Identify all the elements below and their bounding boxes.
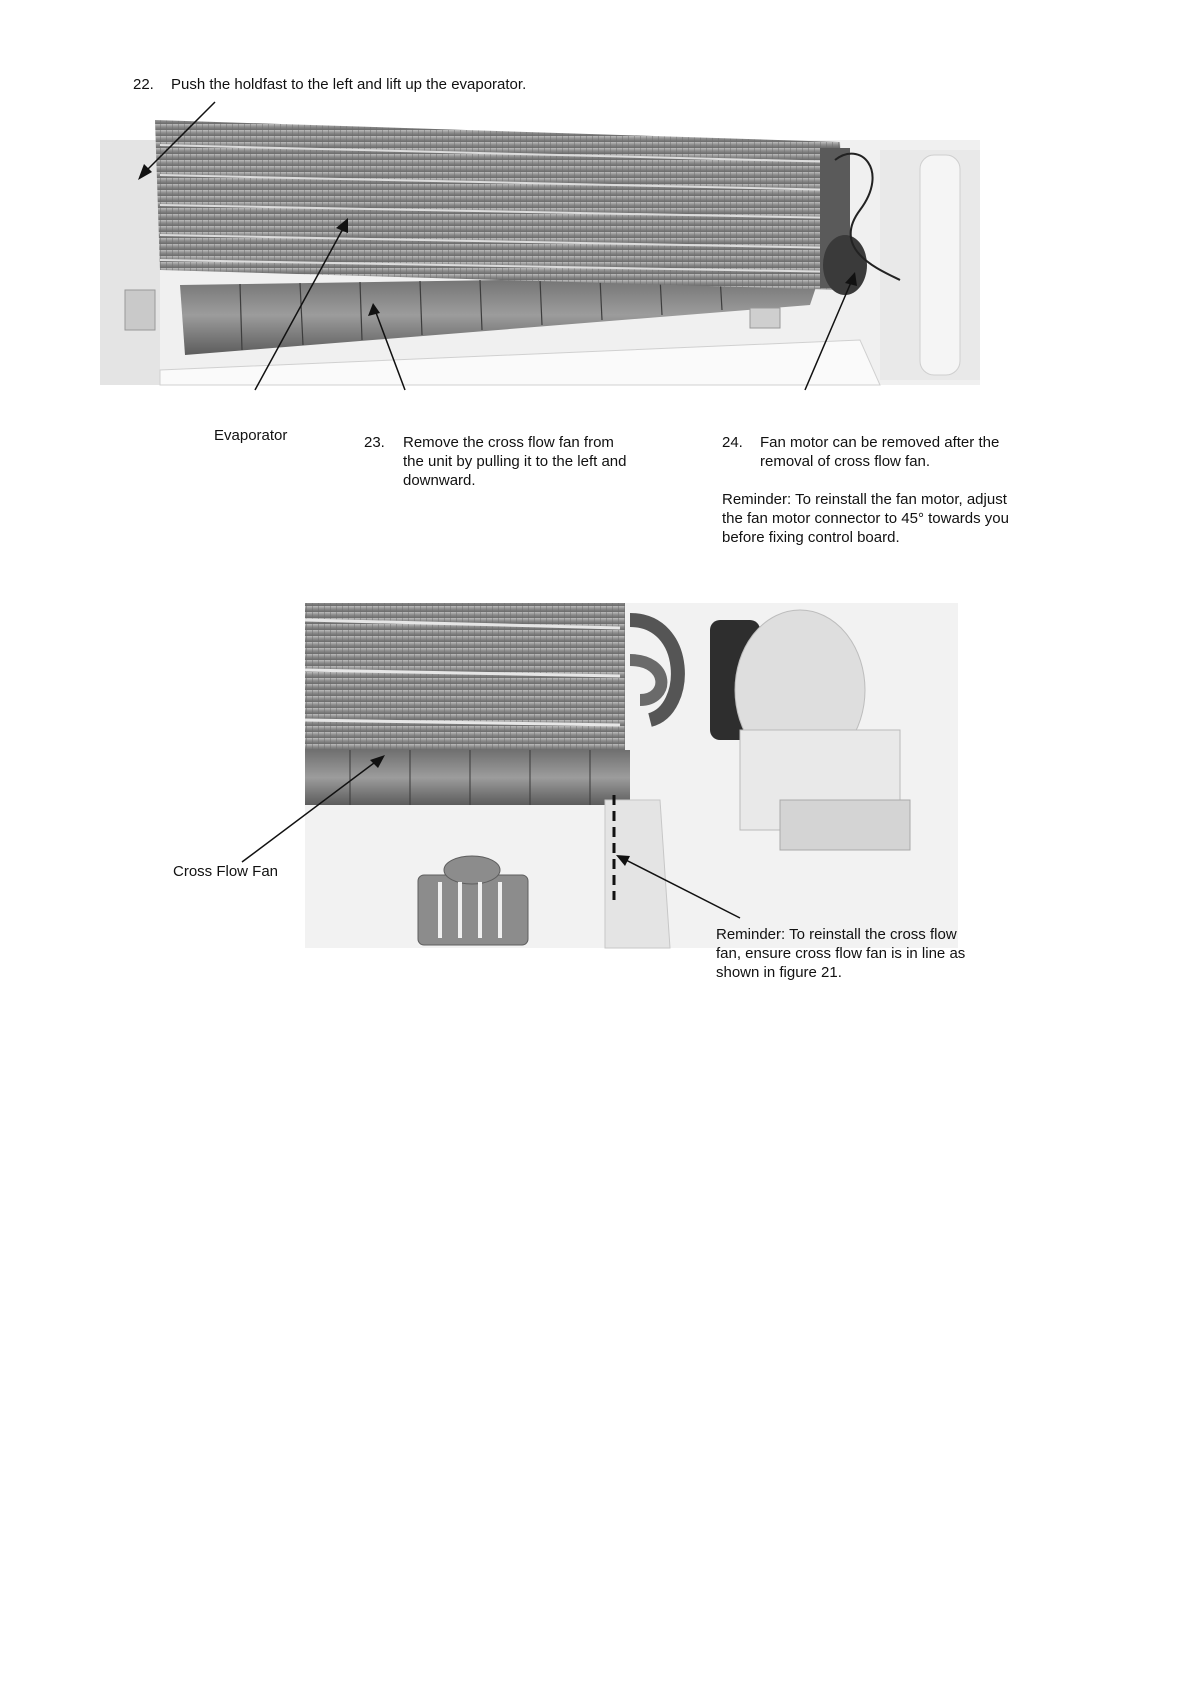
step-24-instruction <box>760 433 1040 471</box>
fan-motor-reminder-line-2: the fan motor connector to 45° towards you <box>722 510 1009 527</box>
evaporator-callout-label: Evaporator <box>214 427 288 444</box>
cross-flow-fan-callout-label: Cross Flow Fan <box>173 863 279 880</box>
fan-motor-reminder-line-3: before fixing control board. <box>722 529 900 546</box>
fan-motor-reminder <box>722 490 1042 547</box>
cross-flow-fan-reminder <box>716 925 1016 982</box>
evaporator-assembly-photo <box>100 100 980 430</box>
step-22-instruction: Push the holdfast to the left and lift up the evaporator. <box>171 76 527 93</box>
step-24-number: 24. <box>722 434 743 451</box>
cross-flow-fan-closeup-photo <box>150 600 1020 980</box>
cross-flow-fan-reminder-line-2: fan, ensure cross flow fan is in line as <box>716 945 966 962</box>
step-23-line-1: Remove the cross flow fan from <box>403 434 614 451</box>
step-22-number: 22. <box>133 76 154 93</box>
fan-motor-reminder-line-1: Reminder: To reinstall the fan motor, adjust <box>722 491 1007 508</box>
step-23-number: 23. <box>364 434 385 451</box>
cross-flow-fan-reminder-line-3: shown in figure 21. <box>716 964 842 981</box>
cross-flow-fan-reminder-line-1: Reminder: To reinstall the cross flow <box>716 926 957 943</box>
step-24-line-2: removal of cross flow fan. <box>760 453 931 470</box>
step-23-line-2: the unit by pulling it to the left and <box>403 453 627 470</box>
step-23-line-3: downward. <box>403 472 476 489</box>
step-23-instruction <box>403 433 673 490</box>
step-24-line-1: Fan motor can be removed after the <box>760 434 1000 451</box>
